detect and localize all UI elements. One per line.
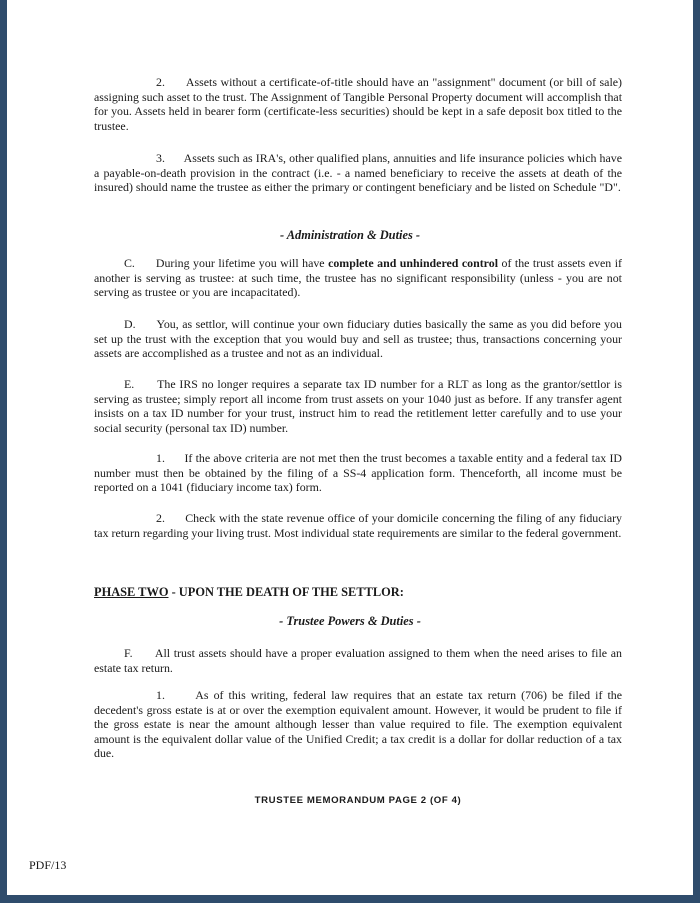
phase-two-title: - UPON THE DEATH OF THE SETTLOR: bbox=[168, 585, 404, 599]
paragraph-f1-estate-tax-return: 1. As of this writing, federal law requires that an estate tax return (706) be filed if the decedent's gross estate is at or over the exemption equivalent amount. However, it would be prudent to file if the gross estate is near the amount although lesser than value required to file. The exemption equivalent amount is the equivalent dollar value of the Unified Credit; a tax credit is a dollar for dollar reduction of a tax due. bbox=[94, 688, 622, 761]
paragraph-e2-state-revenue: 2. Check with the state revenue office of your domicile concerning the filing of any fiduciary tax return regarding your living trust. Most individual state requirements are similar to the federal government. bbox=[94, 511, 622, 540]
paragraph-c-text-start: C. During your lifetime you will have bbox=[124, 256, 329, 270]
page-footer: TRUSTEE MEMORANDUM PAGE 2 (OF 4) bbox=[254, 795, 462, 806]
paragraph-e-irs-tax-id: E. The IRS no longer requires a separate tax ID number for a RLT as long as the grantor/settlor is serving as trustee; simply report all income from trust assets on your 1040 just as before. If any transfer agent insists on a tax ID number for your trust, instruct him to read the retitlement letter carefully and to use your social security (personal tax ID) number. bbox=[94, 377, 622, 435]
paragraph-f-trust-evaluation: F. All trust assets should have a proper evaluation assigned to them when the need arises to file an estate tax return. bbox=[94, 646, 622, 675]
paragraph-d-settlor-duties: D. You, as settlor, will continue your own fiduciary duties basically the same as you did before you set up the trust with the exception that you would buy and sell as trustee; thus, transactions concerning your assets are accomplished as a trustee and not as an individual. bbox=[94, 317, 622, 361]
heading-administration-duties: - Administration & Duties - bbox=[280, 228, 420, 242]
heading-trustee-powers-duties: - Trustee Powers & Duties - bbox=[279, 614, 421, 628]
paragraph-e1-taxable-entity: 1. If the above criteria are not met then the trust becomes a taxable entity and a federal tax ID number must then be obtained by the filing of a SS-4 application form. Thenceforth, all income must be reported on a 1041 (fiduciary income tax) form. bbox=[94, 451, 622, 495]
paragraph-c-text-end: of the trust assets even if another is serving as trustee: at such time, the trustee has no significant responsibility (unless - you are not serving as trustee or you are incapacitated). bbox=[94, 256, 622, 300]
section-heading-phase-two bbox=[94, 585, 404, 600]
pdf-page-label: PDF/13 bbox=[29, 858, 67, 872]
paragraph-assets-without-title: 2. Assets without a certificate-of-title should have an "assignment" document (or bill of sale) assigning such asset to the trust. The Assignment of Tangible Personal Property document will accomplish that for you. Assets held in bearer form (certificate-less securities) should be kept in a safe deposit box titled to the trustee. bbox=[94, 75, 622, 133]
paragraph-c-lifetime-control bbox=[94, 256, 622, 300]
paragraph-assets-ira: 3. Assets such as IRA's, other qualified plans, annuities and life insurance policies which have a payable-on-death provision in the contract (i.e. - a named beneficiary to receive the assets at death of the insured) should name the trustee as either the primary or contingent beneficiary and be listed on Schedule "D". bbox=[94, 151, 622, 195]
phase-two-label: PHASE TWO bbox=[94, 585, 169, 599]
paragraph-c-bold-phrase: complete and unhindered control bbox=[328, 256, 498, 270]
document-page bbox=[7, 0, 693, 895]
